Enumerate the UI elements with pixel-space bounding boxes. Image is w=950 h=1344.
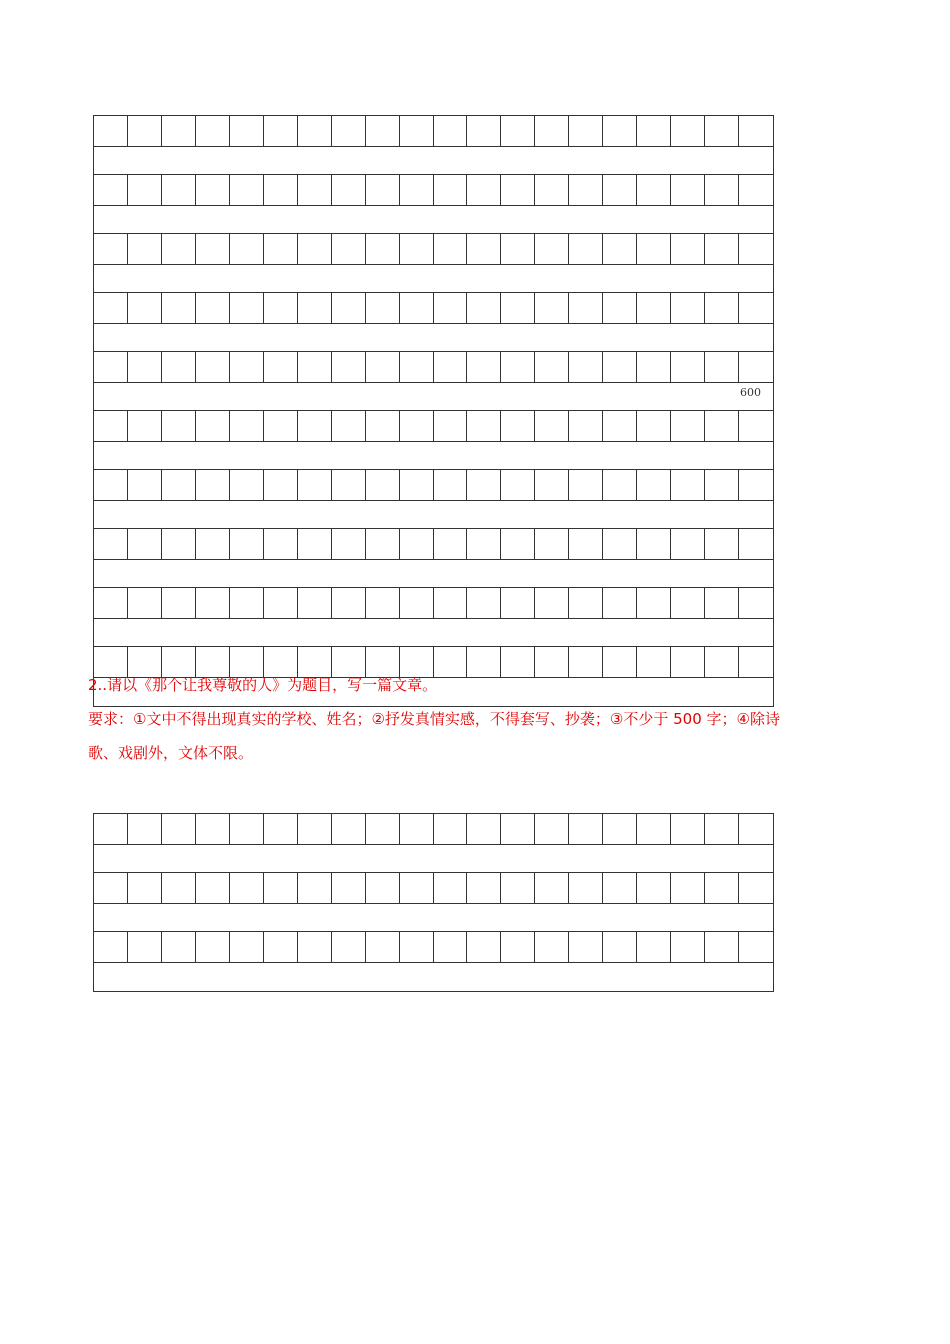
grid-cell[interactable] (94, 932, 128, 962)
grid-cell[interactable] (434, 293, 468, 323)
grid-cell[interactable] (298, 116, 332, 146)
grid-row-spacer (94, 146, 773, 175)
grid-cell[interactable] (603, 116, 637, 146)
grid-cell[interactable] (637, 175, 671, 205)
grid-cell[interactable] (603, 588, 637, 618)
grid-cell[interactable] (467, 932, 501, 962)
grid-cell[interactable] (162, 352, 196, 382)
grid-cell[interactable] (705, 588, 739, 618)
grid-cell[interactable] (298, 932, 332, 962)
grid-cell[interactable] (298, 352, 332, 382)
grid-cell[interactable] (264, 873, 298, 903)
grid-cell[interactable] (434, 814, 468, 844)
grid-cell[interactable] (162, 470, 196, 500)
grid-cell[interactable] (637, 352, 671, 382)
grid-cell[interactable] (671, 529, 705, 559)
prompt-number: 2.. (88, 676, 108, 694)
grid-cell[interactable] (128, 932, 162, 962)
grid-cell[interactable] (467, 116, 501, 146)
grid-cell[interactable] (400, 411, 434, 441)
grid-cell[interactable] (434, 116, 468, 146)
grid-cell[interactable] (535, 470, 569, 500)
grid-cell[interactable] (603, 873, 637, 903)
grid-cell[interactable] (501, 588, 535, 618)
grid-cell[interactable] (705, 529, 739, 559)
grid-cell[interactable] (400, 529, 434, 559)
grid-cell[interactable] (569, 529, 603, 559)
grid-cell[interactable] (400, 588, 434, 618)
grid-cell[interactable] (230, 352, 264, 382)
grid-cell[interactable] (671, 470, 705, 500)
grid-cell[interactable] (196, 588, 230, 618)
prompt-title: 请以《那个让我尊敬的人》为题目，写一篇文章。 (107, 676, 438, 694)
grid-cell[interactable] (467, 470, 501, 500)
grid-cell[interactable] (128, 873, 162, 903)
grid-cell[interactable] (332, 175, 366, 205)
grid-cell[interactable] (739, 814, 773, 844)
grid-cell[interactable] (366, 352, 400, 382)
grid-cell[interactable] (705, 116, 739, 146)
grid-cell[interactable] (501, 470, 535, 500)
grid-cell[interactable] (467, 175, 501, 205)
grid-cell[interactable] (264, 116, 298, 146)
grid-cell[interactable] (196, 234, 230, 264)
grid-cell[interactable] (128, 411, 162, 441)
grid-cell[interactable] (535, 588, 569, 618)
grid-cell[interactable] (298, 175, 332, 205)
grid-cell[interactable] (434, 873, 468, 903)
grid-cell[interactable] (603, 352, 637, 382)
grid-cell[interactable] (264, 234, 298, 264)
writing-grid-bottom (93, 813, 774, 992)
grid-cell[interactable] (264, 293, 298, 323)
grid-cell[interactable] (739, 470, 773, 500)
grid-cell[interactable] (264, 470, 298, 500)
grid-cell[interactable] (196, 814, 230, 844)
grid-row (94, 293, 773, 323)
grid-cell[interactable] (705, 411, 739, 441)
grid-cell[interactable] (501, 175, 535, 205)
grid-cell[interactable] (400, 873, 434, 903)
grid-row (94, 873, 773, 903)
grid-row-spacer (94, 264, 773, 293)
grid-cell[interactable] (671, 352, 705, 382)
grid-cell[interactable] (603, 932, 637, 962)
grid-cell[interactable] (264, 814, 298, 844)
grid-row (94, 470, 773, 500)
grid-cell[interactable] (739, 411, 773, 441)
grid-cell[interactable] (603, 411, 637, 441)
grid-cell[interactable] (162, 529, 196, 559)
grid-cell[interactable] (128, 470, 162, 500)
grid-cell[interactable] (467, 873, 501, 903)
grid-cell[interactable] (535, 932, 569, 962)
grid-row (94, 234, 773, 264)
grid-cell[interactable] (298, 411, 332, 441)
grid-cell[interactable] (298, 234, 332, 264)
essay-prompt (88, 668, 873, 770)
grid-cell[interactable] (230, 470, 264, 500)
grid-cell[interactable] (637, 411, 671, 441)
grid-cell[interactable] (434, 470, 468, 500)
grid-cell[interactable] (400, 470, 434, 500)
grid-cell[interactable] (400, 814, 434, 844)
grid-row-spacer (94, 441, 773, 470)
grid-cell[interactable] (230, 932, 264, 962)
grid-cell[interactable] (400, 293, 434, 323)
grid-cell[interactable] (162, 814, 196, 844)
grid-cell[interactable] (196, 873, 230, 903)
grid-cell[interactable] (94, 470, 128, 500)
grid-cell[interactable] (467, 529, 501, 559)
grid-cell[interactable] (94, 352, 128, 382)
grid-cell[interactable] (128, 352, 162, 382)
grid-row (94, 932, 773, 962)
grid-cell[interactable] (162, 932, 196, 962)
grid-cell[interactable] (162, 588, 196, 618)
grid-cell[interactable] (196, 116, 230, 146)
grid-cell[interactable] (637, 234, 671, 264)
grid-cell[interactable] (366, 873, 400, 903)
grid-cell[interactable] (128, 293, 162, 323)
grid-cell[interactable] (332, 814, 366, 844)
grid-cell[interactable] (366, 529, 400, 559)
grid-cell[interactable] (94, 814, 128, 844)
grid-cell[interactable] (603, 293, 637, 323)
grid-cell[interactable] (128, 588, 162, 618)
grid-cell[interactable] (230, 293, 264, 323)
grid-cell[interactable] (739, 234, 773, 264)
prompt-title-line (88, 668, 873, 702)
grid-cell[interactable] (467, 411, 501, 441)
prompt-requirements-line2: 歌、戏剧外，文体不限。 (88, 744, 254, 762)
grid-cell[interactable] (332, 116, 366, 146)
grid-cell[interactable] (569, 175, 603, 205)
grid-cell[interactable] (739, 529, 773, 559)
grid-cell[interactable] (637, 932, 671, 962)
grid-cell[interactable] (671, 873, 705, 903)
grid-cell[interactable] (264, 529, 298, 559)
grid-cell[interactable] (603, 529, 637, 559)
grid-cell[interactable] (230, 529, 264, 559)
grid-row (94, 588, 773, 618)
grid-cell[interactable] (128, 234, 162, 264)
grid-cell[interactable] (501, 234, 535, 264)
grid-cell[interactable] (298, 293, 332, 323)
grid-cell[interactable] (332, 529, 366, 559)
grid-cell[interactable] (671, 116, 705, 146)
grid-row-spacer (94, 323, 773, 352)
grid-cell[interactable] (569, 932, 603, 962)
grid-cell[interactable] (467, 814, 501, 844)
grid-cell[interactable] (739, 873, 773, 903)
grid-cell[interactable] (705, 814, 739, 844)
grid-cell[interactable] (637, 470, 671, 500)
grid-cell[interactable] (94, 175, 128, 205)
grid-row (94, 116, 773, 146)
grid-cell[interactable] (366, 116, 400, 146)
grid-cell[interactable] (501, 352, 535, 382)
grid-cell[interactable] (434, 234, 468, 264)
grid-cell[interactable] (603, 470, 637, 500)
grid-cell[interactable] (671, 588, 705, 618)
grid-cell[interactable] (332, 234, 366, 264)
grid-cell[interactable] (569, 234, 603, 264)
grid-cell[interactable] (705, 352, 739, 382)
grid-cell[interactable] (332, 873, 366, 903)
grid-cell[interactable] (705, 234, 739, 264)
grid-cell[interactable] (467, 293, 501, 323)
grid-cell[interactable] (603, 175, 637, 205)
grid-cell[interactable] (196, 352, 230, 382)
grid-cell[interactable] (739, 175, 773, 205)
grid-row-spacer (94, 382, 773, 411)
grid-cell[interactable] (400, 352, 434, 382)
grid-cell[interactable] (569, 814, 603, 844)
grid-cell[interactable] (366, 932, 400, 962)
grid-cell[interactable] (264, 352, 298, 382)
grid-cell[interactable] (637, 293, 671, 323)
grid-cell[interactable] (637, 529, 671, 559)
grid-row-spacer (94, 559, 773, 588)
grid-cell[interactable] (535, 175, 569, 205)
grid-cell[interactable] (264, 411, 298, 441)
grid-cell[interactable] (400, 116, 434, 146)
grid-cell[interactable] (501, 932, 535, 962)
writing-grid-top (93, 115, 774, 707)
grid-cell[interactable] (264, 175, 298, 205)
grid-cell[interactable] (535, 411, 569, 441)
grid-cell[interactable] (366, 814, 400, 844)
grid-cell[interactable] (298, 470, 332, 500)
grid-cell[interactable] (671, 234, 705, 264)
grid-cell[interactable] (298, 588, 332, 618)
grid-cell[interactable] (705, 873, 739, 903)
grid-cell[interactable] (637, 116, 671, 146)
grid-cell[interactable] (535, 293, 569, 323)
grid-cell[interactable] (739, 116, 773, 146)
grid-cell[interactable] (637, 588, 671, 618)
grid-cell[interactable] (94, 116, 128, 146)
grid-cell[interactable] (332, 932, 366, 962)
grid-cell[interactable] (196, 293, 230, 323)
grid-cell[interactable] (434, 529, 468, 559)
grid-cell[interactable] (434, 352, 468, 382)
grid-row-spacer (94, 205, 773, 234)
grid-cell[interactable] (535, 234, 569, 264)
grid-cell[interactable] (467, 234, 501, 264)
grid-cell[interactable] (94, 234, 128, 264)
grid-cell[interactable] (332, 293, 366, 323)
grid-cell[interactable] (569, 352, 603, 382)
grid-cell[interactable] (434, 175, 468, 205)
grid-cell[interactable] (366, 293, 400, 323)
grid-cell[interactable] (671, 411, 705, 441)
grid-cell[interactable] (400, 234, 434, 264)
grid-cell[interactable] (671, 175, 705, 205)
grid-cell[interactable] (230, 814, 264, 844)
grid-row (94, 352, 773, 382)
grid-cell[interactable] (162, 293, 196, 323)
grid-cell[interactable] (94, 411, 128, 441)
grid-cell[interactable] (128, 529, 162, 559)
grid-cell[interactable] (467, 352, 501, 382)
grid-cell[interactable] (162, 175, 196, 205)
grid-cell[interactable] (705, 932, 739, 962)
grid-cell[interactable] (603, 814, 637, 844)
grid-cell[interactable] (230, 175, 264, 205)
grid-cell[interactable] (196, 529, 230, 559)
grid-cell[interactable] (94, 529, 128, 559)
grid-cell[interactable] (94, 588, 128, 618)
grid-row (94, 175, 773, 205)
grid-cell[interactable] (569, 293, 603, 323)
grid-row-spacer (94, 618, 773, 647)
grid-cell[interactable] (162, 116, 196, 146)
grid-cell[interactable] (671, 293, 705, 323)
grid-row-spacer (94, 500, 773, 529)
grid-cell[interactable] (366, 588, 400, 618)
grid-cell[interactable] (230, 116, 264, 146)
grid-cell[interactable] (230, 411, 264, 441)
grid-cell[interactable] (705, 175, 739, 205)
grid-cell[interactable] (569, 411, 603, 441)
grid-cell[interactable] (705, 470, 739, 500)
grid-cell[interactable] (535, 529, 569, 559)
grid-cell[interactable] (671, 814, 705, 844)
grid-cell[interactable] (162, 873, 196, 903)
grid-cell[interactable] (128, 814, 162, 844)
grid-cell[interactable] (128, 116, 162, 146)
grid-cell[interactable] (332, 411, 366, 441)
grid-cell[interactable] (264, 588, 298, 618)
grid-cell[interactable] (400, 932, 434, 962)
grid-cell[interactable] (298, 529, 332, 559)
grid-cell[interactable] (332, 470, 366, 500)
grid-cell[interactable] (400, 175, 434, 205)
grid-cell[interactable] (196, 932, 230, 962)
grid-cell[interactable] (569, 116, 603, 146)
grid-cell[interactable] (264, 932, 298, 962)
grid-cell[interactable] (739, 588, 773, 618)
grid-cell[interactable] (434, 588, 468, 618)
grid-cell[interactable] (94, 873, 128, 903)
grid-row (94, 411, 773, 441)
grid-cell[interactable] (434, 411, 468, 441)
grid-cell[interactable] (196, 175, 230, 205)
grid-cell[interactable] (569, 873, 603, 903)
grid-cell[interactable] (705, 293, 739, 323)
grid-cell[interactable] (501, 116, 535, 146)
grid-cell[interactable] (569, 470, 603, 500)
grid-cell[interactable] (366, 175, 400, 205)
grid-cell[interactable] (501, 873, 535, 903)
grid-cell[interactable] (535, 873, 569, 903)
grid-cell[interactable] (637, 873, 671, 903)
prompt-requirements-line1: 要求：①文中不得出现真实的学校、姓名；②抒发真情实感，不得套写、抄袭；③不少于 500 字；④除诗 (88, 710, 780, 728)
grid-cell[interactable] (501, 293, 535, 323)
grid-cell[interactable] (739, 932, 773, 962)
grid-row-spacer (94, 903, 773, 932)
grid-cell[interactable] (535, 116, 569, 146)
grid-cell[interactable] (230, 588, 264, 618)
grid-cell[interactable] (671, 932, 705, 962)
grid-cell[interactable] (332, 588, 366, 618)
grid-cell[interactable] (739, 352, 773, 382)
grid-cell[interactable] (162, 411, 196, 441)
grid-cell[interactable] (196, 411, 230, 441)
grid-cell[interactable] (467, 588, 501, 618)
grid-cell[interactable] (196, 470, 230, 500)
grid-cell[interactable] (434, 932, 468, 962)
grid-cell[interactable] (366, 470, 400, 500)
grid-cell[interactable] (94, 293, 128, 323)
grid-cell[interactable] (128, 175, 162, 205)
word-count-marker: 600 (740, 386, 761, 399)
grid-cell[interactable] (637, 814, 671, 844)
grid-cell[interactable] (535, 814, 569, 844)
grid-cell[interactable] (535, 352, 569, 382)
grid-cell[interactable] (298, 873, 332, 903)
grid-row-spacer (94, 962, 773, 991)
grid-cell[interactable] (569, 588, 603, 618)
grid-cell[interactable] (739, 293, 773, 323)
grid-cell[interactable] (162, 234, 196, 264)
grid-cell[interactable] (332, 352, 366, 382)
grid-cell[interactable] (603, 234, 637, 264)
grid-cell[interactable] (366, 234, 400, 264)
grid-cell[interactable] (230, 234, 264, 264)
grid-row (94, 814, 773, 844)
grid-cell[interactable] (298, 814, 332, 844)
grid-cell[interactable] (501, 411, 535, 441)
grid-row (94, 529, 773, 559)
grid-cell[interactable] (501, 814, 535, 844)
grid-cell[interactable] (230, 873, 264, 903)
grid-cell[interactable] (501, 529, 535, 559)
grid-cell[interactable] (366, 411, 400, 441)
grid-row-spacer (94, 844, 773, 873)
